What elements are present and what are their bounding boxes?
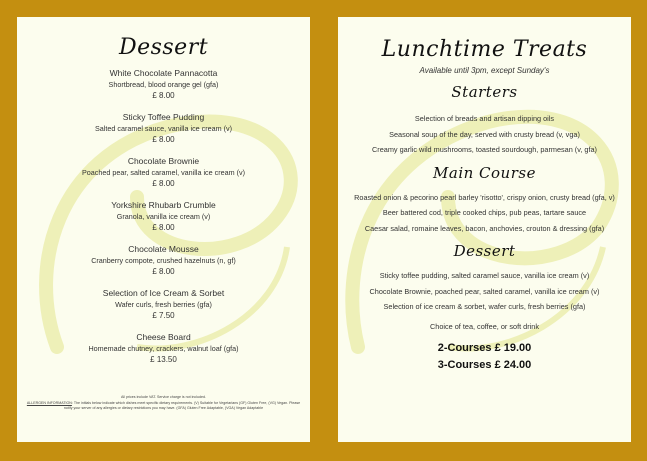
dish-description: Salted caramel sauce, vanilla ice cream (v) <box>94 124 232 133</box>
allergen-label: ALLERGEN INFORMATION <box>26 400 72 405</box>
dish-description: Cranberry compote, crushed hazelnuts (n, gf) <box>91 256 236 265</box>
dish-name: Chocolate Mousse <box>128 244 199 254</box>
dish-price: £ 8.00 <box>152 91 175 100</box>
page-title: Dessert <box>118 35 209 60</box>
dish-description: Shortbread, blood orange gel (gfa) <box>108 80 219 89</box>
menu-line: Caesar salad, romaine leaves, bacon, anchovies, crouton & dressing (gfa) <box>364 223 605 233</box>
dish-item <box>17 68 310 101</box>
menu-line: Seasonal soup of the day, served with crusty bread (v, vga) <box>389 129 580 139</box>
dish-name: Chocolate Brownie <box>127 156 200 166</box>
dish-item <box>17 244 310 277</box>
dish-item <box>17 200 310 233</box>
availability-note: Available until 3pm, except Sunday's <box>419 66 550 75</box>
menu-line: Creamy garlic wild mushrooms, toasted sourdough, parmesan (v, gfa) <box>372 145 597 154</box>
three-course-price: 3-Courses £ 24.00 <box>437 359 532 371</box>
dish-name: Cheese Board <box>136 332 191 342</box>
dish-name: Sticky Toffee Pudding <box>122 112 205 122</box>
dish-description: Granola, vanilla ice cream (v) <box>116 212 211 221</box>
menu-line: Beer battered cod, triple cooked chips, pub peas, tartare sauce <box>382 208 587 217</box>
lunchtime-menu-page <box>338 17 631 442</box>
vat-note: All prices include VAT. Service charge is not included. <box>121 395 206 399</box>
dish-name: Yorkshire Rhubarb Crumble <box>111 200 216 210</box>
dish-price: £ 7.50 <box>152 311 175 320</box>
allergen-text: : The initials below indicate which dishes meet specific dietary requirements. (V) Suitable for Vegetarians (GF) Gluten Free, (VG) Vegan. Please notify your server of any allergies or dietary restrictions you may have. (GFA) Gluten Free Adaptable, (VGA) Vegan Adaptable <box>63 400 301 410</box>
dish-price: £ 13.50 <box>150 355 177 364</box>
dish-description: Wafer curls, fresh berries (gfa) <box>115 300 212 309</box>
menu-line: Chocolate Brownie, poached pear, salted caramel, vanilla ice cream (v) <box>369 286 600 296</box>
dish-item <box>17 332 310 365</box>
dish-price: £ 8.00 <box>152 135 175 144</box>
dish-name: Selection of Ice Cream & Sorbet <box>102 288 225 298</box>
menu-line: Sticky toffee pudding, salted caramel sauce, vanilla ice cream (v) <box>379 271 590 280</box>
dish-item <box>17 112 310 145</box>
menu-line: Selection of breads and artisan dipping oils <box>414 114 555 123</box>
section-heading-starters: Starters <box>451 83 518 101</box>
dish-item <box>17 288 310 321</box>
dish-item <box>17 156 310 189</box>
dish-name: White Chocolate Pannacotta <box>109 68 218 78</box>
section-heading-dessert: Dessert <box>453 242 516 260</box>
footer-notes <box>25 395 302 412</box>
menu-line: Selection of ice cream & sorbet, wafer curls, fresh berries (gfa) <box>383 302 586 311</box>
dish-price: £ 8.00 <box>152 267 175 276</box>
dish-price: £ 8.00 <box>152 179 175 188</box>
dish-price: £ 8.00 <box>152 223 175 232</box>
menu-line: Roasted onion & pecorino pearl barley 'risotto', crispy onion, crusty bread (gfa, v) <box>354 192 615 202</box>
two-course-price: 2-Courses £ 19.00 <box>437 342 532 354</box>
drink-note: Choice of tea, coffee, or soft drink <box>430 321 539 331</box>
allergen-info <box>25 401 302 412</box>
page-title: Lunchtime Treats <box>381 37 588 62</box>
dessert-menu-page <box>17 17 310 442</box>
dish-description: Poached pear, salted caramel, vanilla ice cream (v) <box>82 168 245 177</box>
dish-description: Homemade chutney, crackers, walnut loaf (gfa) <box>88 344 239 353</box>
section-heading-main-course: Main Course <box>433 163 536 182</box>
